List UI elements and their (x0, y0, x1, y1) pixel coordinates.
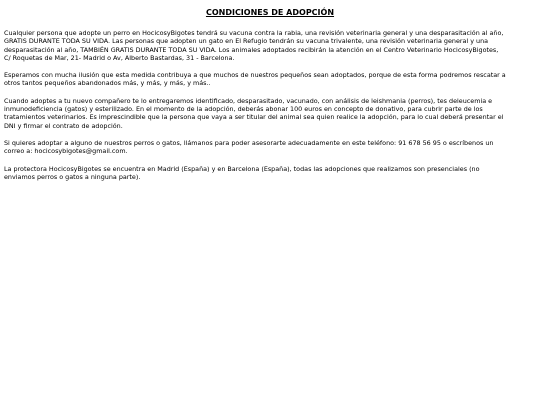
paragraph-line: DNI y firmar el contrato de adopción. (4, 121, 123, 130)
paragraph-delivery (4, 97, 536, 130)
paragraph-line: otros tantos pequeños abandonados más, y más, y más, y más.. (4, 79, 211, 88)
paragraph-line: La protectora HocicosyBigotes se encuentra en Madrid (España) y en Barcelona (España), todas las adopciones que realizamos son presenciales (no (4, 164, 480, 173)
paragraph-line: Esperamos con mucha ilusión que esta medida contribuya a que muchos de nuestros pequeños sean adoptados, porque de esta forma podremos rescatar a (4, 71, 506, 80)
paragraph-coverage (4, 29, 536, 62)
paragraph-line: Cualquier persona que adopte un perro en HocicosyBigotes tendrá su vacuna contra la rabia, una revisión veterinaria general y una desparasitación al año, (4, 29, 504, 37)
page-title: CONDICIONES DE ADOPCIÓN (205, 8, 335, 17)
paragraph-contact (4, 139, 536, 156)
paragraph-line: Cuando adoptes a tu nuevo compañero te lo entregaremos identificado, desparasitado, vacunado, con análisis de leishmania (perros), tes deleucemia e (4, 96, 493, 105)
paragraph-line: tratamientos veterinarios. Es imprescindible que la persona que vaya a ser titular del animal sea quien realice la adopción, para lo cual deberá presentar el (4, 113, 504, 122)
paragraph-line: inmunodeficiencia (gatos) y esterilizado. En el momento de la adopción, deberás abonar 100 euros en concepto de donativo, para cubrir parte de los (4, 105, 483, 114)
paragraph-line: desparasitación al año, TAMBIÉN GRATIS DURANTE TODA SU VIDA. Los animales adoptados recibirán la atención en el Centro Veterinario HocicosyBigotes, (4, 45, 499, 54)
paragraph-line: Si quieres adoptar a alguno de nuestros perros o gatos, llámanos para poder asesorarte adecuadamente en este teléfono: 91 678 56 95 o escríbenos un (4, 138, 494, 147)
paragraph-line: GRATIS DURANTE TODA SU VIDA. Las personas que adopten un gato en El Refugio tendrán su vacuna trivalente, una revisión veterinaria general y una (4, 37, 489, 46)
paragraph-line: C/ Roquetas de Mar, 21- Madrid o Av, Alberto Bastardas, 31 - Barcelona. (4, 53, 235, 62)
paragraph-hope (4, 71, 536, 88)
paragraph-line: enviamos perros o gatos a ninguna parte). (4, 172, 141, 181)
paragraph-line: correo a: hocicosybigotes@gmail.com. (4, 147, 128, 156)
paragraph-location (4, 165, 536, 182)
